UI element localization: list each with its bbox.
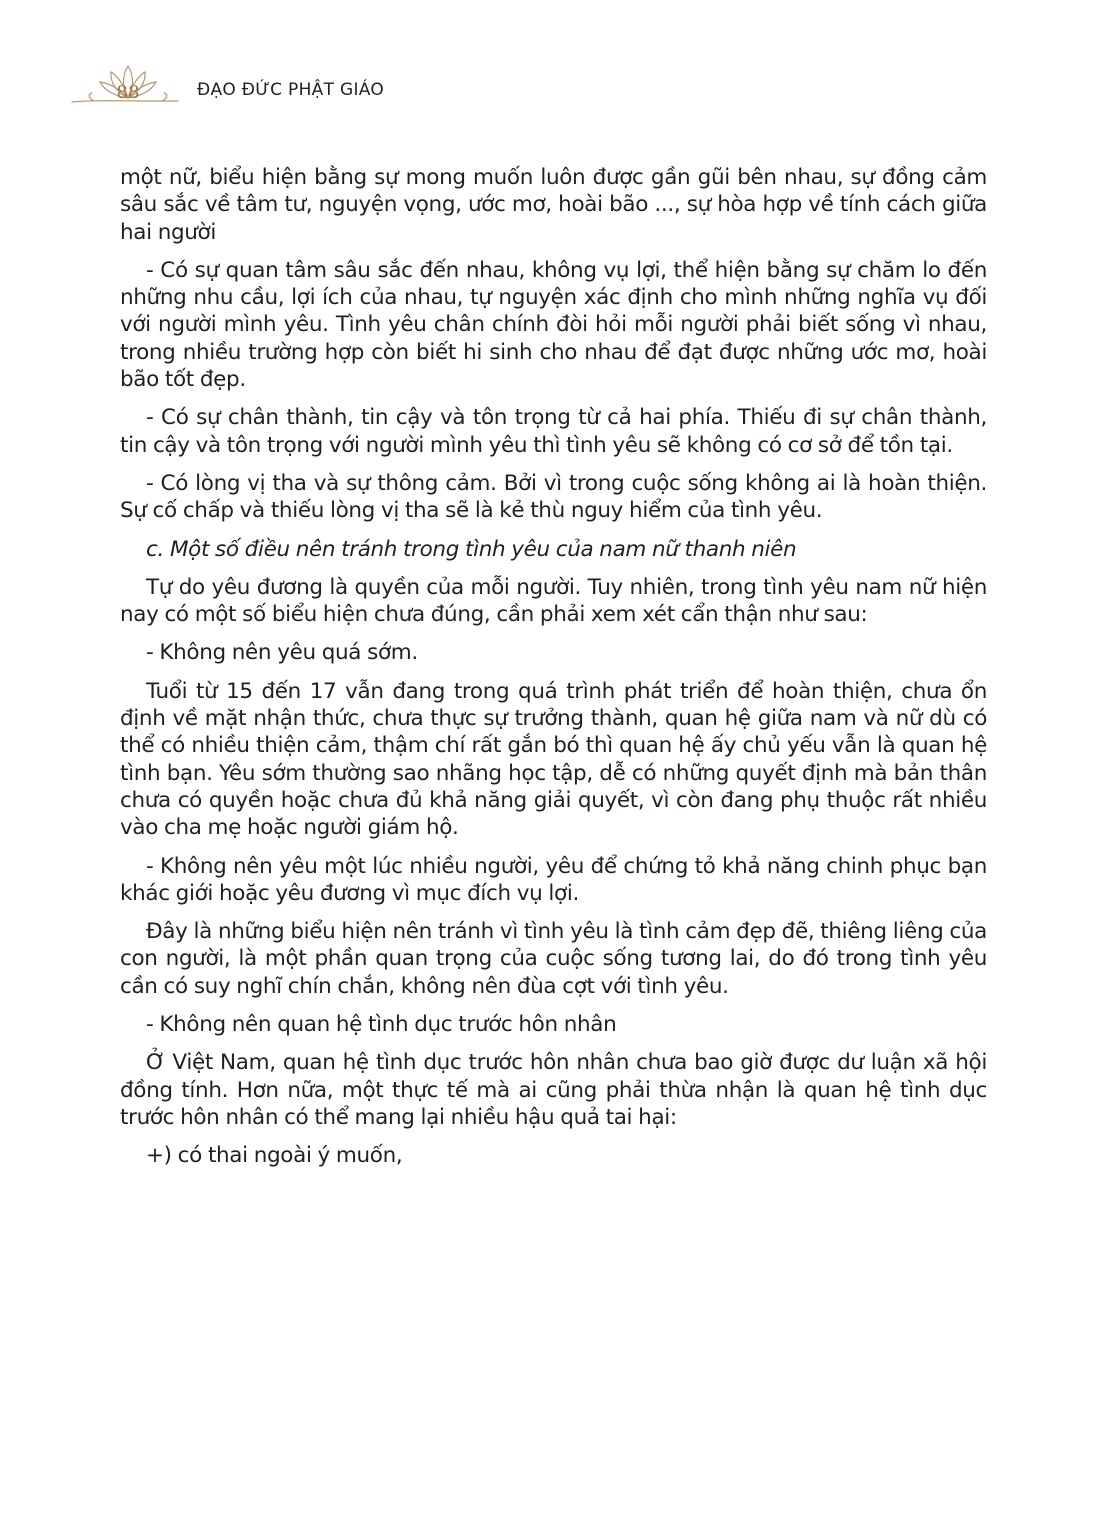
paragraph: một nữ, biểu hiện bằng sự mong muốn luôn được gần gũi bên nhau, sự đồng cảm sâu sắc về tâm tư, nguyện vọng, ước mơ, hoài bão ..., sự hòa hợp về tính cách giữa hai người xyxy=(120,165,987,245)
paragraph: - Có sự quan tâm sâu sắc đến nhau, không vụ lợi, thể hiện bằng sự chăm lo đến những nhu cầu, lợi ích của nhau, tự nguyện xác định cho mình những nghĩa vụ đối với người mình yêu. Tình yêu chân chính đòi hỏi mỗi người phải biết sống vì nhau, trong nhiều trường hợp còn biết hi sinh cho nhau để đạt được những ước mơ, hoài bão tốt đẹp. xyxy=(120,257,987,393)
section-heading: c. Một số điều nên tránh trong tình yêu của nam nữ thanh niên xyxy=(146,536,797,562)
running-title: ĐẠO ĐỨC PHẬT GIÁO xyxy=(197,80,385,100)
body-text xyxy=(120,164,987,1181)
paragraph: - Không nên yêu một lúc nhiều người, yêu để chứng tỏ khả năng chinh phục bạn khác giới hoặc yêu đương vì mục đích vụ lợi. xyxy=(120,853,987,906)
paragraph: Tự do yêu đương là quyền của mỗi người. Tuy nhiên, trong tình yêu nam nữ hiện nay có một số biểu hiện chưa đúng, cần phải xem xét cẩn thận như sau: xyxy=(120,574,987,628)
paragraph: +) có thai ngoài ý muốn, xyxy=(146,1143,403,1169)
page-number: 88 xyxy=(116,82,140,103)
paragraph: Tuổi từ 15 đến 17 vẫn đang trong quá trình phát triển để hoàn thiện, chưa ổn định về mặt nhận thức, chưa thực sự trưởng thành, quan hệ giữa nam và nữ dù có thể có nhiều thiện cảm, thậm chí rất gắn bó thì quan hệ ấy chủ yếu vẫn là quan hệ tình bạn. Yêu sớm thường sao nhãng học tập, dễ có những quyết định mà bản thân chưa có quyền hoặc chưa đủ khả năng giải quyết, vì còn đang phụ thuộc rất nhiều vào cha mẹ hoặc người giám hộ. xyxy=(120,678,987,841)
paragraph: - Không nên yêu quá sớm. xyxy=(146,640,418,666)
paragraph: - Có lòng vị tha và sự thông cảm. Bởi vì trong cuộc sống không ai là hoàn thiện. Sự cố chấp và thiếu lòng vị tha sẽ là kẻ thù nguy hiểm của tình yêu. xyxy=(120,470,987,524)
paragraph: - Không nên quan hệ tình dục trước hôn nhân xyxy=(146,1012,617,1038)
page-header xyxy=(70,60,470,110)
paragraph: Ở Việt Nam, quan hệ tình dục trước hôn nhân chưa bao giờ được dư luận xã hội đồng tính. Hơn nữa, một thực tế mà ai cũng phải thừa nhận là quan hệ tình dục trước hôn nhân có thể mang lại nhiều hậu quả tai hại: xyxy=(120,1050,987,1130)
paragraph: - Có sự chân thành, tin cậy và tôn trọng từ cả hai phía. Thiếu đi sự chân thành, tin cậy và tôn trọng với người mình yêu thì tình yêu sẽ không có cơ sở để tồn tại. xyxy=(120,405,987,458)
paragraph: Đây là những biểu hiện nên tránh vì tình yêu là tình cảm đẹp đẽ, thiêng liêng của con người, là một phần quan trọng của cuộc sống tương lai, do đó trong tình yêu cần có suy nghĩ chín chắn, không nên đùa cợt với tình yêu. xyxy=(120,919,987,999)
